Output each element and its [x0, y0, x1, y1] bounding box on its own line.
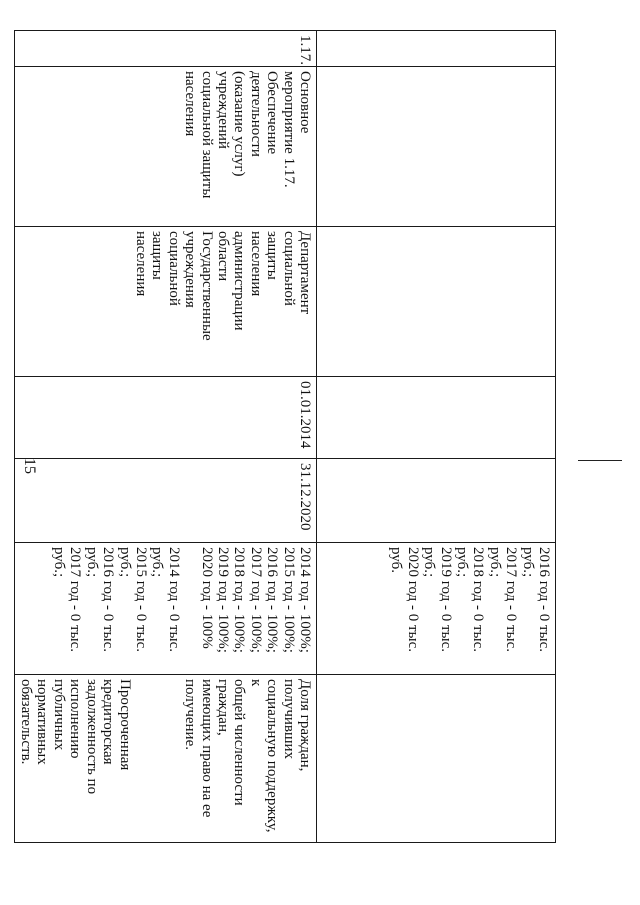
cell-indicator-values: 2014 год - 100%; 2015 год - 100%; 2016 год - 100%; 2017 год - 100%; 2018 год - 100%; 2019 год - 100%; 2020 год - 100% 2014 год - 0 тыс. руб.; 2015 год - 0 тыс. руб.; 2016 год - 0 тыс. руб.; 2017 год - 0 тыс. руб.; [14, 543, 316, 675]
table-row-activity [14, 31, 316, 843]
program-activities-table [14, 30, 556, 843]
cell-indicators: Доля граждан, получивших социальную поддержку, к общей численности граждан, имеющих право на ее получение. Просроченная кредиторская задолженность по исполнению публичных нормативных обязательств. [14, 675, 316, 843]
cell-number-empty [317, 31, 556, 67]
rotated-table-container [18, 30, 556, 842]
cell-executor: Департамент социальной защиты населения администрации области Государственные учреждения социальной защиты населения [14, 227, 316, 377]
margin-rule [578, 460, 622, 461]
cell-start-empty [317, 377, 556, 459]
cell-end-empty [317, 459, 556, 543]
cell-start-date: 01.01.2014 [14, 377, 316, 459]
cell-indicators-empty [317, 675, 556, 843]
cell-activity-name: Основное мероприятие 1.17. Обеспечение деятельности (оказание услуг) учреждений социальной защиты населения [14, 67, 316, 227]
table-row-continuation [317, 31, 556, 843]
page-number: 15 [21, 458, 38, 474]
cell-executor-empty [317, 227, 556, 377]
cell-activity-number: 1.17. [14, 31, 316, 67]
cell-name-empty [317, 67, 556, 227]
cell-period-values: 2016 год - 0 тыс. руб.; 2017 год - 0 тыс. руб.; 2018 год - 0 тыс. руб.; 2019 год - 0 тыс. руб.; 2020 год - 0 тыс. руб. [317, 543, 556, 675]
cell-end-date: 31.12.2020 [14, 459, 316, 543]
